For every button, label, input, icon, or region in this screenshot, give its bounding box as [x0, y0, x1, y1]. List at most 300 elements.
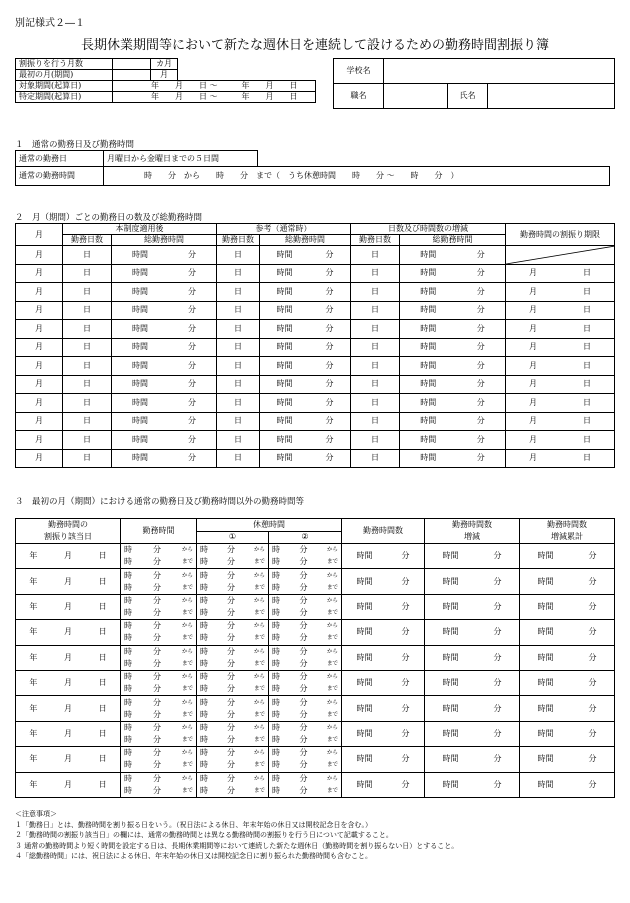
ref-hours-cell[interactable]: [260, 449, 351, 468]
to-label: まで: [181, 559, 193, 566]
total-hours-cell[interactable]: [112, 320, 217, 339]
hour-diff-cell[interactable]: [425, 747, 520, 772]
hour-unit: 時: [124, 557, 132, 567]
ref-days-cell[interactable]: 日: [217, 375, 260, 394]
allocation-date-cell[interactable]: [16, 670, 121, 695]
monthly-row: [16, 449, 615, 468]
allocation-date-cell[interactable]: [16, 645, 121, 670]
allocation-date-cell[interactable]: [16, 696, 121, 721]
to-label: まで: [326, 635, 338, 642]
hour-diff-cell[interactable]: [425, 620, 520, 645]
hour-cumulative-cell[interactable]: [520, 645, 615, 670]
hour-unit: 時間: [420, 453, 437, 463]
to-label: まで: [181, 736, 193, 743]
diff-days-cell[interactable]: 日: [351, 246, 400, 265]
ref-days-cell[interactable]: 日: [217, 264, 260, 283]
work-hours-cell[interactable]: [121, 569, 197, 594]
hour-unit: 時間: [132, 342, 148, 352]
break-2-cell[interactable]: [269, 747, 342, 772]
detail-row: [16, 594, 615, 619]
days-cell[interactable]: 日: [63, 283, 112, 302]
break-1-cell[interactable]: [197, 645, 269, 670]
minute-unit: 分: [476, 416, 485, 426]
hour-count-cell[interactable]: [342, 747, 425, 772]
hour-unit: 時間: [420, 286, 437, 296]
break-2-cell[interactable]: [269, 544, 342, 569]
ref-days-cell[interactable]: 日: [217, 320, 260, 339]
year-unit: 年: [29, 551, 38, 561]
minute-unit: 分: [152, 785, 161, 795]
from-label: から: [326, 648, 338, 655]
minute-unit: 分: [188, 249, 196, 259]
from-label: から: [181, 724, 193, 731]
hour-unit: 時: [124, 658, 132, 668]
diff-days-cell[interactable]: 日: [351, 264, 400, 283]
ref-hours-cell[interactable]: [260, 283, 351, 302]
hour-diff-cell[interactable]: [425, 772, 520, 797]
hour-count-cell[interactable]: [342, 670, 425, 695]
group-difference: 日数及び時間数の増減: [351, 224, 506, 235]
to-label: まで: [181, 584, 193, 591]
break-2-cell[interactable]: [269, 645, 342, 670]
minute-unit: 分: [152, 734, 161, 744]
hour-unit: 時間: [132, 453, 148, 463]
work-hours-cell[interactable]: [121, 696, 197, 721]
month-unit: 月: [529, 305, 537, 315]
diff-hours-cell[interactable]: [400, 283, 506, 302]
diff-hours-cell[interactable]: [400, 412, 506, 431]
total-hours-cell[interactable]: [112, 394, 217, 413]
minute-unit: 分: [299, 785, 308, 795]
allocation-deadline-cell[interactable]: [506, 449, 615, 468]
minute-unit: 分: [401, 678, 410, 688]
days-cell[interactable]: 日: [63, 431, 112, 450]
day-unit: 日: [583, 434, 591, 444]
days-cell[interactable]: 日: [63, 246, 112, 265]
normal-workday-label: 通常の勤務日: [16, 151, 104, 167]
ref-hours-cell[interactable]: [260, 264, 351, 283]
ref-hours-cell[interactable]: [260, 301, 351, 320]
from-label: から: [181, 775, 193, 782]
hour-cumulative-cell[interactable]: [520, 544, 615, 569]
year-unit: 年: [29, 754, 38, 764]
allocation-date-cell[interactable]: [16, 594, 121, 619]
form-label: 別記様式２―１: [15, 18, 85, 29]
diff-hours-cell[interactable]: [400, 320, 506, 339]
allocation-deadline-cell[interactable]: [506, 264, 615, 283]
hour-unit: 時間: [132, 397, 148, 407]
diff-hours-cell[interactable]: [400, 375, 506, 394]
hour-diff-cell[interactable]: [425, 721, 520, 746]
diff-hours-cell[interactable]: [400, 431, 506, 450]
month-unit: 月: [529, 342, 537, 352]
minute-unit: 分: [476, 453, 485, 463]
allocation-deadline-cell[interactable]: [506, 301, 615, 320]
total-hours-cell[interactable]: [112, 412, 217, 431]
hour-cumulative-cell[interactable]: [520, 670, 615, 695]
ref-hours-cell[interactable]: [260, 357, 351, 376]
minute-unit: 分: [188, 397, 196, 407]
hour-unit: 時: [124, 672, 132, 682]
diff-days-cell[interactable]: 日: [351, 338, 400, 357]
total-hours-cell[interactable]: [112, 338, 217, 357]
break-1-cell[interactable]: [197, 747, 269, 772]
break-2-cell[interactable]: [269, 594, 342, 619]
normal-hours-value[interactable]: 時 分 から 時 分 まで（ うち休憩時間 時 分 〜 時 分 ）: [104, 167, 610, 186]
to-label: まで: [181, 762, 193, 769]
month-unit: 月: [529, 453, 537, 463]
minute-unit: 分: [299, 545, 308, 555]
allocation-date-cell[interactable]: [16, 721, 121, 746]
hour-unit: 時間: [442, 627, 459, 637]
hour-diff-cell[interactable]: [425, 645, 520, 670]
year-unit: 年: [29, 779, 38, 789]
hour-count-cell[interactable]: [342, 645, 425, 670]
minute-unit: 分: [188, 360, 196, 370]
ref-days-cell[interactable]: 日: [217, 431, 260, 450]
ref-hours-cell[interactable]: [260, 320, 351, 339]
days-cell[interactable]: 日: [63, 412, 112, 431]
minute-unit: 分: [588, 627, 597, 637]
month-cell[interactable]: 月: [16, 301, 63, 320]
days-cell[interactable]: 日: [63, 338, 112, 357]
allocation-date-cell[interactable]: [16, 569, 121, 594]
hour-unit: 時間: [356, 551, 373, 561]
minute-unit: 分: [226, 773, 235, 783]
hour-unit: 時: [200, 672, 208, 682]
work-hours-cell[interactable]: [121, 645, 197, 670]
month-cell[interactable]: 月: [16, 264, 63, 283]
months-unit: カ月: [151, 59, 178, 70]
from-label: から: [181, 674, 193, 681]
allocation-deadline-cell[interactable]: [506, 320, 615, 339]
minute-unit: 分: [152, 748, 161, 758]
month-cell[interactable]: 月: [16, 357, 63, 376]
minute-unit: 分: [226, 607, 235, 617]
day-unit: 日: [583, 268, 591, 278]
total-hours-cell[interactable]: [112, 375, 217, 394]
month-cell[interactable]: 月: [16, 375, 63, 394]
days-cell[interactable]: 日: [63, 357, 112, 376]
allocation-deadline-cell[interactable]: [506, 412, 615, 431]
minute-unit: 分: [226, 684, 235, 694]
diff-days-cell[interactable]: 日: [351, 320, 400, 339]
minute-unit: 分: [226, 545, 235, 555]
allocation-date-cell[interactable]: [16, 544, 121, 569]
days-cell[interactable]: 日: [63, 449, 112, 468]
detail-row: [16, 645, 615, 670]
month-unit: 月: [529, 434, 537, 444]
person-name-field[interactable]: [488, 84, 615, 109]
diff-days-cell[interactable]: 日: [351, 449, 400, 468]
minute-unit: 分: [152, 658, 161, 668]
total-hours-cell[interactable]: [112, 283, 217, 302]
detail-row: [16, 544, 615, 569]
detail-row: [16, 620, 615, 645]
to-label: まで: [326, 711, 338, 718]
hour-unit: 時: [124, 545, 132, 555]
break-1-cell[interactable]: [197, 721, 269, 746]
allocation-deadline-cell[interactable]: [506, 375, 615, 394]
ref-days-cell[interactable]: 日: [217, 246, 260, 265]
hour-cumulative-cell[interactable]: [520, 620, 615, 645]
hour-unit: 時間: [537, 652, 554, 662]
ref-hours-cell[interactable]: [260, 246, 351, 265]
day-unit: 日: [583, 360, 591, 370]
hour-count-cell[interactable]: [342, 772, 425, 797]
ref-days-cell[interactable]: 日: [217, 338, 260, 357]
first-month-label: 最初の月(期間): [16, 70, 113, 81]
diff-hours-cell[interactable]: [400, 246, 506, 265]
ref-hours-cell[interactable]: [260, 338, 351, 357]
hour-unit: 時間: [442, 703, 459, 713]
day-unit: 日: [98, 652, 107, 662]
total-hours-cell[interactable]: [112, 301, 217, 320]
from-label: から: [253, 724, 265, 731]
diff-days-cell[interactable]: 日: [351, 375, 400, 394]
work-hours-cell[interactable]: [121, 747, 197, 772]
minute-unit: 分: [401, 703, 410, 713]
hour-cumulative-cell[interactable]: [520, 721, 615, 746]
hour-diff-cell[interactable]: [425, 670, 520, 695]
specific-period-label: 特定期間(起算日): [16, 92, 113, 103]
hour-unit: 時間: [276, 342, 293, 352]
hour-count-cell[interactable]: [342, 569, 425, 594]
days-cell[interactable]: 日: [63, 301, 112, 320]
hour-cumulative-cell[interactable]: [520, 594, 615, 619]
hour-cumulative-cell[interactable]: [520, 696, 615, 721]
minute-unit: 分: [188, 379, 196, 389]
ref-hours-cell[interactable]: [260, 431, 351, 450]
hour-unit: 時間: [276, 249, 293, 259]
ref-days-cell[interactable]: 日: [217, 283, 260, 302]
diff-days-cell[interactable]: 日: [351, 283, 400, 302]
break-1-cell[interactable]: [197, 620, 269, 645]
to-label: まで: [181, 787, 193, 794]
days-cell[interactable]: 日: [63, 320, 112, 339]
minute-unit: 分: [588, 551, 597, 561]
monthly-row: [16, 338, 615, 357]
from-label: から: [181, 648, 193, 655]
minute-unit: 分: [188, 453, 196, 463]
hour-unit: 時間: [132, 268, 148, 278]
minute-unit: 分: [325, 434, 334, 444]
minute-unit: 分: [493, 728, 502, 738]
col-hour-cumulative-line1: 勤務時間数: [547, 520, 587, 529]
col-allocation-deadline: 勤務時間の割振り期限: [506, 224, 615, 246]
break-1-cell[interactable]: [197, 594, 269, 619]
minute-unit: 分: [493, 678, 502, 688]
hour-unit: 時間: [420, 268, 437, 278]
hour-unit: 時間: [420, 305, 437, 315]
hour-count-cell[interactable]: [342, 594, 425, 619]
hour-diff-cell[interactable]: [425, 594, 520, 619]
diff-days-cell[interactable]: 日: [351, 431, 400, 450]
minute-unit: 分: [325, 323, 334, 333]
total-hours-cell[interactable]: [112, 246, 217, 265]
hour-count-cell[interactable]: [342, 696, 425, 721]
month-cell[interactable]: 月: [16, 283, 63, 302]
minute-unit: 分: [401, 601, 410, 611]
hour-unit: 時: [200, 658, 208, 668]
hour-unit: 時間: [132, 249, 148, 259]
allocation-date-cell[interactable]: [16, 747, 121, 772]
ref-days-cell[interactable]: 日: [217, 449, 260, 468]
break-1-cell[interactable]: [197, 569, 269, 594]
ref-hours-cell[interactable]: [260, 394, 351, 413]
minute-unit: 分: [152, 595, 161, 605]
minute-unit: 分: [299, 748, 308, 758]
break-2-cell[interactable]: [269, 620, 342, 645]
total-hours-cell[interactable]: [112, 264, 217, 283]
break-1-cell[interactable]: [197, 544, 269, 569]
specific-period-value[interactable]: 年 月 日 〜 年 月 日: [113, 92, 316, 103]
diff-days-cell[interactable]: 日: [351, 394, 400, 413]
allocation-deadline-cell[interactable]: [506, 357, 615, 376]
minute-unit: 分: [188, 286, 196, 296]
work-hours-cell[interactable]: [121, 620, 197, 645]
months-value-blank[interactable]: [113, 59, 151, 70]
hour-diff-cell[interactable]: [425, 696, 520, 721]
ref-days-cell[interactable]: 日: [217, 412, 260, 431]
diff-hours-cell[interactable]: [400, 338, 506, 357]
diff-hours-cell[interactable]: [400, 394, 506, 413]
sub-days-diff: 勤務日数: [351, 235, 400, 246]
col-break-time: 休憩時間: [197, 519, 342, 532]
hour-unit: 時間: [420, 249, 437, 259]
school-name-field[interactable]: [384, 59, 615, 84]
diff-hours-cell[interactable]: [400, 264, 506, 283]
month-cell[interactable]: 月: [16, 320, 63, 339]
day-unit: 日: [583, 286, 591, 296]
hour-unit: 時: [200, 582, 208, 592]
to-label: まで: [326, 609, 338, 616]
person-name-label: 氏名: [448, 84, 488, 109]
break-1-cell[interactable]: [197, 696, 269, 721]
target-period-value[interactable]: 年 月 日 〜 年 月 日: [113, 81, 316, 92]
minute-unit: 分: [299, 658, 308, 668]
hour-unit: 時間: [537, 576, 554, 586]
allocation-date-cell[interactable]: [16, 620, 121, 645]
break-2-cell[interactable]: [269, 670, 342, 695]
col-hour-count: 勤務時間数: [342, 519, 425, 544]
month-cell[interactable]: 月: [16, 431, 63, 450]
hour-count-cell[interactable]: [342, 544, 425, 569]
minute-unit: 分: [401, 576, 410, 586]
hour-unit: 時間: [276, 268, 293, 278]
work-hours-cell[interactable]: [121, 594, 197, 619]
detail-row: [16, 747, 615, 772]
month-cell[interactable]: 月: [16, 338, 63, 357]
ref-days-cell[interactable]: 日: [217, 394, 260, 413]
hour-unit: 時: [124, 633, 132, 643]
sub-days-ref: 勤務日数: [217, 235, 260, 246]
month-cell[interactable]: 月: [16, 449, 63, 468]
diff-days-cell[interactable]: 日: [351, 357, 400, 376]
minute-unit: 分: [588, 576, 597, 586]
diff-days-cell[interactable]: 日: [351, 412, 400, 431]
hour-diff-cell[interactable]: [425, 544, 520, 569]
allocation-deadline-cell[interactable]: [506, 394, 615, 413]
diff-hours-cell[interactable]: [400, 357, 506, 376]
minute-unit: 分: [325, 249, 334, 259]
page-title: 長期休業期間等において新たな週休日を連続して設けるための勤務時間割振り簿: [80, 38, 549, 53]
month-unit: 月: [529, 397, 537, 407]
work-hours-cell[interactable]: [121, 670, 197, 695]
minute-unit: 分: [299, 773, 308, 783]
hour-unit: 時間: [356, 601, 373, 611]
diff-hours-cell[interactable]: [400, 301, 506, 320]
break-2-cell[interactable]: [269, 569, 342, 594]
month-cell[interactable]: 月: [16, 246, 63, 265]
ref-days-cell[interactable]: 日: [217, 357, 260, 376]
col-hour-diff-line2: 増減: [464, 532, 480, 541]
total-hours-cell[interactable]: [112, 357, 217, 376]
diagonal-slash: [506, 246, 615, 264]
total-hours-cell[interactable]: [112, 431, 217, 450]
hour-diff-cell[interactable]: [425, 569, 520, 594]
minute-unit: 分: [152, 760, 161, 770]
work-hours-cell[interactable]: [121, 544, 197, 569]
break-1-cell[interactable]: [197, 670, 269, 695]
break-2-cell[interactable]: [269, 696, 342, 721]
hour-count-cell[interactable]: [342, 721, 425, 746]
ref-days-cell[interactable]: 日: [217, 301, 260, 320]
hour-count-cell[interactable]: [342, 620, 425, 645]
hour-cumulative-cell[interactable]: [520, 772, 615, 797]
minute-unit: 分: [588, 779, 597, 789]
hour-cumulative-cell[interactable]: [520, 747, 615, 772]
allocation-date-cell[interactable]: [16, 772, 121, 797]
month-cell[interactable]: 月: [16, 394, 63, 413]
position-field[interactable]: [384, 84, 448, 109]
allocation-deadline-cell[interactable]: [506, 431, 615, 450]
break-2-cell[interactable]: [269, 772, 342, 797]
break-1-cell[interactable]: [197, 772, 269, 797]
minute-unit: 分: [299, 621, 308, 631]
diff-hours-cell[interactable]: [400, 449, 506, 468]
hour-unit: 時: [200, 748, 208, 758]
normal-workday-value: 月曜日から金曜日までの５日間: [104, 151, 258, 167]
days-cell[interactable]: 日: [63, 394, 112, 413]
col-allocation-date-line1: 勤務時間の: [48, 520, 88, 529]
break-2-cell[interactable]: [269, 721, 342, 746]
hour-unit: 時: [272, 545, 280, 555]
diff-days-cell[interactable]: 日: [351, 301, 400, 320]
month-cell[interactable]: 月: [16, 412, 63, 431]
hour-unit: 時: [200, 557, 208, 567]
ref-hours-cell[interactable]: [260, 375, 351, 394]
hour-unit: 時間: [420, 397, 437, 407]
day-unit: 日: [98, 551, 107, 561]
hour-cumulative-cell[interactable]: [520, 569, 615, 594]
hour-unit: 時: [272, 697, 280, 707]
minute-unit: 分: [476, 397, 485, 407]
days-cell[interactable]: 日: [63, 264, 112, 283]
from-label: から: [326, 547, 338, 554]
hour-unit: 時間: [537, 779, 554, 789]
ref-hours-cell[interactable]: [260, 412, 351, 431]
allocation-deadline-cell[interactable]: [506, 283, 615, 302]
allocation-deadline-cell[interactable]: [506, 338, 615, 357]
work-hours-cell[interactable]: [121, 721, 197, 746]
days-cell[interactable]: 日: [63, 375, 112, 394]
minute-unit: 分: [226, 595, 235, 605]
hour-unit: 時間: [420, 360, 437, 370]
position-label: 職名: [334, 84, 384, 109]
total-hours-cell[interactable]: [112, 449, 217, 468]
work-hours-cell[interactable]: [121, 772, 197, 797]
